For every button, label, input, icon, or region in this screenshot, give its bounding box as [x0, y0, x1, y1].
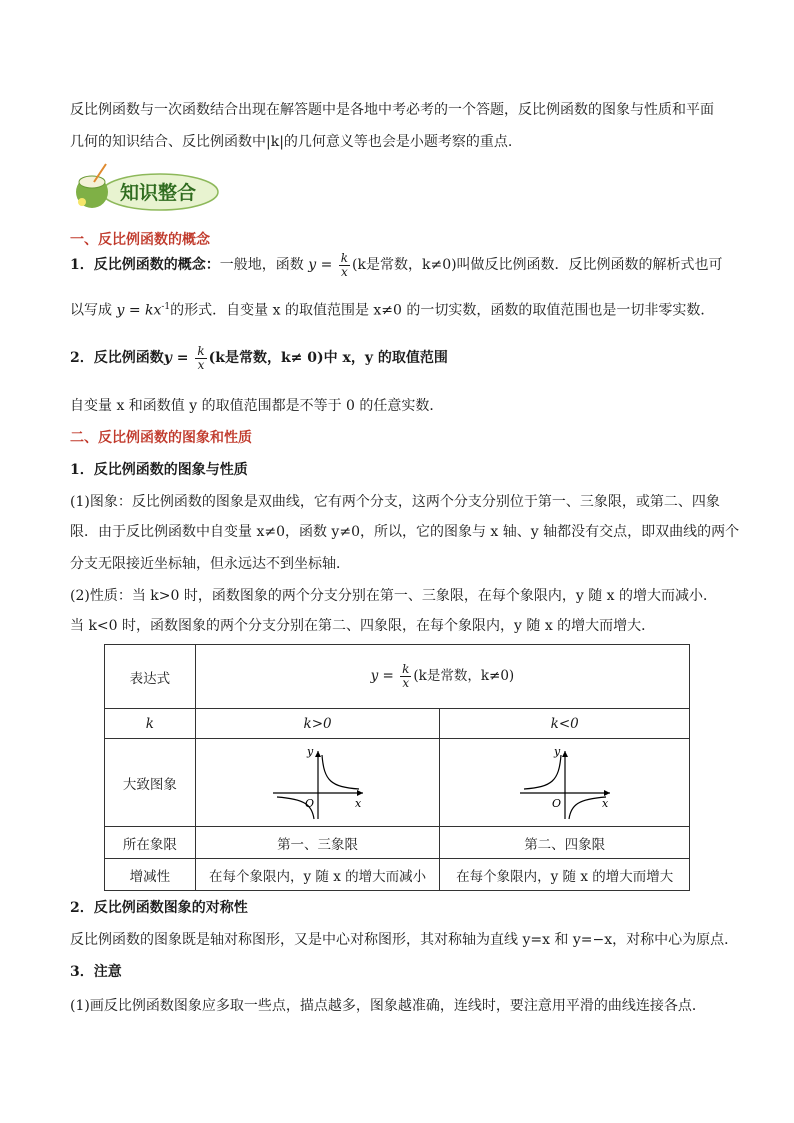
table-row-expression — [105, 645, 690, 709]
origin-label: O — [551, 796, 561, 810]
definition-paragraph — [70, 250, 723, 280]
section-badge — [72, 162, 220, 214]
table-row-graph — [105, 739, 690, 827]
section-2-title: 二、反比例函数的图象和性质 — [70, 430, 252, 446]
intro-line-2: 几何的知识结合、反比例函数中|k|的几何意义等也会是小题考察的重点. — [70, 134, 513, 150]
cell-graph-negative — [440, 739, 690, 827]
cell-expression-label: 表达式 — [105, 645, 196, 709]
property-1: (2)性质：当 k>0 时，函数图象的两个分支分别在第一、三象限，在每个象限内，y 随 x 的增大而减小． — [70, 588, 718, 604]
x-axis-label: x — [354, 796, 361, 810]
definition-y-eq: y = — [308, 257, 333, 273]
branch-quadrant-4 — [569, 797, 606, 819]
subheading-symmetry: 2．反比例函数图象的对称性 — [70, 900, 248, 916]
x-axis-arrow — [357, 790, 363, 796]
branch-quadrant-1 — [322, 755, 359, 789]
badge-text: 知识整合 — [120, 182, 197, 204]
definition-label: 1．反比例函数的概念： — [70, 257, 220, 273]
intro-line-1: 反比例函数与一次函数结合出现在解答题中是各地中考必考的一个答题，反比例函数的图象与性质和平面 — [70, 102, 714, 118]
definition-line-2: 以写成 $y = kx^{-1}$的形式．自变量 x 的取值范围是 x≠0 的一切实数，函数的取值范围也是一切非零实数． — [70, 302, 715, 319]
hyperbola-k-positive — [263, 743, 373, 823]
subheading-note: 3．注意 — [70, 964, 122, 980]
cell-monotonicity-negative: 在每个象限内，y 随 x 的增大而增大 — [440, 859, 690, 891]
y-axis-arrow — [315, 751, 321, 757]
coconut-icon — [76, 164, 108, 208]
definition-text-b: (k是常数，k≠0)叫做反比例函数．反比例函数的解析式也可 — [352, 257, 723, 273]
symmetry-text: 反比例函数的图象既是轴对称图形，又是中心对称图形，其对称轴为直线 y=x 和 y=−x，对称中心为原点． — [70, 932, 739, 948]
x-axis-arrow — [604, 790, 610, 796]
definition-text-a: 一般地，函数 — [219, 257, 304, 273]
origin-label: O — [304, 796, 314, 810]
cell-monotonicity-label: 增减性 — [105, 859, 196, 891]
definition-fraction: $\frac{k}{x}$ — [340, 250, 349, 279]
alt-form: y = kx — [116, 302, 162, 319]
note-1: (1)画反比例函数图象应多取一些点，描点越多，图象越准确，连线时，要注意用平滑的曲线连接各点． — [70, 998, 706, 1014]
section-1-title: 一、反比例函数的概念 — [70, 232, 210, 248]
cell-quadrant-positive: 第一、三象限 — [195, 827, 440, 859]
property-2: 当 k<0 时，函数图象的两个分支分别在第二、四象限，在每个象限内，y 随 x 的增大而增大． — [70, 618, 656, 634]
range-text: 自变量 x 和函数值 y 的取值范围都是不等于 0 的任意实数． — [70, 398, 444, 414]
cell-k-negative: k<0 — [440, 709, 690, 739]
cell-monotonicity-positive: 在每个象限内，y 随 x 的增大而减小 — [195, 859, 440, 891]
cell-k-label: k — [105, 709, 196, 739]
properties-table — [104, 644, 690, 891]
cell-expression: y = $\frac{k}{x}$ (k是常数，k≠0) — [195, 645, 689, 709]
cell-quadrant-label: 所在象限 — [105, 827, 196, 859]
subheading-graph-properties: 1．反比例函数的图象与性质 — [70, 462, 248, 478]
y-axis-label: y — [306, 744, 313, 758]
cell-graph-positive — [195, 739, 440, 827]
table-row-k — [105, 709, 690, 739]
table-fraction: $\frac{k}{x}$ — [402, 662, 410, 690]
y-axis-arrow — [562, 751, 568, 757]
branch-quadrant-2 — [524, 755, 561, 789]
y-axis-label: y — [553, 744, 560, 758]
cell-k-positive: k>0 — [195, 709, 440, 739]
table-row-quadrant — [105, 827, 690, 859]
range-fraction: $\frac{k}{x}$ — [197, 343, 205, 372]
graph-desc-3: 分支无限接近坐标轴，但永远达不到坐标轴． — [70, 556, 350, 572]
cell-graph-label: 大致图象 — [105, 739, 196, 827]
table-row-monotonicity — [105, 859, 690, 891]
range-heading: 2．反比例函数y = $\frac{k}{x}$ (k是常数，k≠ 0)中 x，y 的取值范围 — [70, 343, 448, 372]
hyperbola-k-negative — [510, 743, 620, 823]
x-axis-label: x — [601, 796, 608, 810]
cell-quadrant-negative: 第二、四象限 — [440, 827, 690, 859]
graph-desc-1: (1)图象：反比例函数的图象是双曲线，它有两个分支，这两个分支分别位于第一、三象限，或第二、四象 — [70, 494, 720, 510]
graph-desc-2: 限．由于反比例函数中自变量 x≠0，函数 y≠0，所以，它的图象与 x 轴、y 轴都没有交点，即双曲线的两个 — [70, 524, 740, 540]
